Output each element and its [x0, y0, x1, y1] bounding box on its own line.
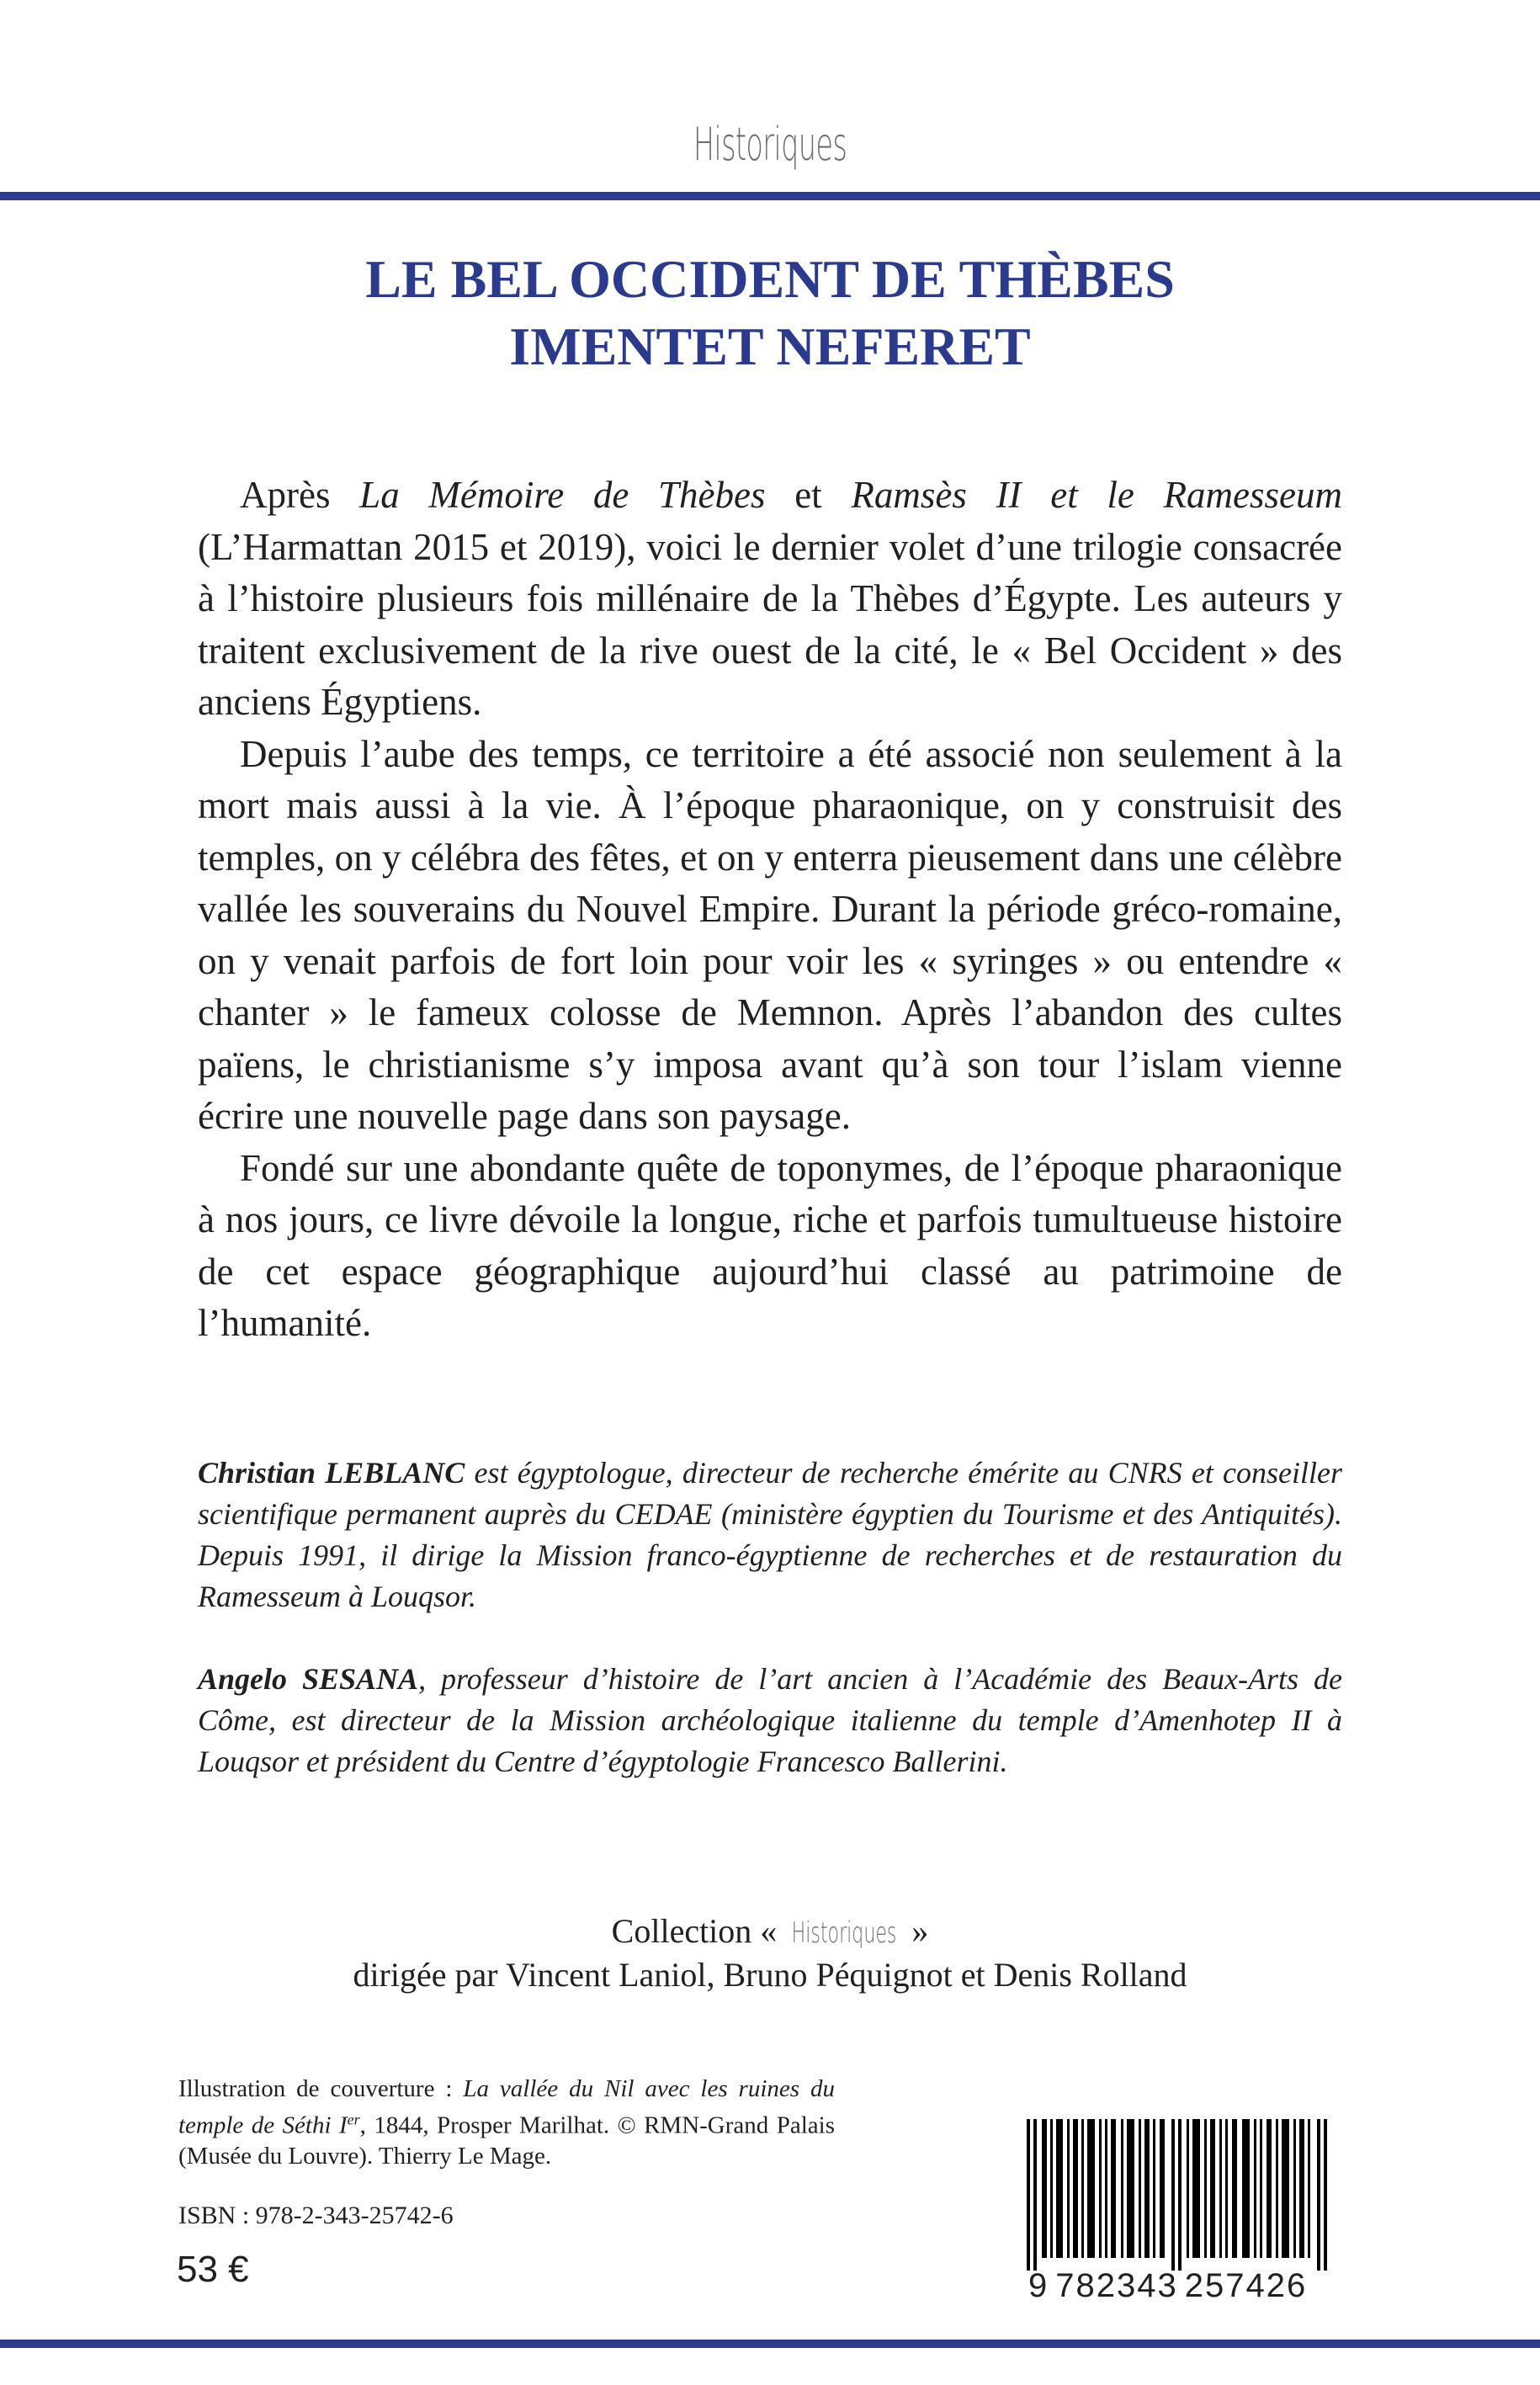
credits-label: Illustration de couverture :: [178, 2075, 464, 2102]
book-ref-1: La Mémoire de Thèbes: [359, 474, 766, 516]
credits-rest: , 1844, Prosper Marilhat. © RMN-Grand Palais (Musée du Louvre). Thierry Le Mage.: [178, 2111, 835, 2170]
author-name: Christian LEBLANC: [198, 1456, 465, 1490]
price: 53 €: [177, 2249, 249, 2290]
book-ref-2: Ramsès II et le Ramesseum: [851, 474, 1343, 516]
cover-credits: [178, 2074, 835, 2171]
credits-superscript: er: [347, 2111, 360, 2127]
author-bio-text: est égyptologue, directeur de recherche émérite au CNRS et conseiller scientifique permanent auprès du CEDAE (ministère égyptien du Tourisme et des Antiquités). Depuis 1991, il dirige la Mission franco-égyptienne de recherches et de restauration du Ramesseum à Louqsor.: [198, 1456, 1342, 1613]
collection-directors: dirigée par Vincent Laniol, Bruno Péquignot et Denis Rolland: [353, 1956, 1187, 1994]
collection-line: [0, 1910, 1540, 1954]
series-logo: Historiques: [693, 118, 847, 171]
author-name: Angelo SESANA: [198, 1662, 419, 1696]
barcode-left-digits: 782343: [1055, 2267, 1178, 2304]
author-bio: [198, 1659, 1342, 1782]
summary-text: Après: [240, 474, 360, 516]
summary-paragraph-1: [198, 470, 1342, 729]
title-line-2: IMENTET NEFERET: [509, 316, 1031, 376]
summary-paragraph-3: Fondé sur une abondante quête de toponymes, de l’époque pharaonique à nos jours, ce livre dévoile la longue, riche et parfois tumultueuse histoire de cet espace géographique aujourd’hui classé au patrimoine de l’humanité.: [198, 1146, 1342, 1344]
collection-info: [0, 1910, 1540, 1995]
collection-suffix: »: [911, 1912, 929, 1950]
collection-series-logo: Historiques: [791, 1916, 897, 1950]
barcode-first-digit: 9: [1028, 2267, 1049, 2304]
summary-text: (L’Harmattan 2015 et 2019), voici le dernier volet d’une trilogie consacrée à l’histoire plusieurs fois millénaire de la Thèbes d’Égypte. Les auteurs y traitent exclusivement de la rive ouest de la cité, le « Bel Occident » des anciens Égyptiens.: [198, 525, 1342, 723]
summary-paragraph-2: Depuis l’aube des temps, ce territoire a été associé non seulement à la mort mais aussi à la vie. À l’époque pharaonique, on y construisit des temples, on y célébra des fêtes, et on y enterra pieusement dans une célèbre vallée les souverains du Nouvel Empire. Durant la période gréco-romaine, on y venait parfois de fort loin pour voir les « syringes » ou entendre « chanter » le fameux colosse de Memnon. Après l’abandon des cultes païens, le christianisme s’y imposa avant qu’à son tour l’islam vienne écrire une nouvelle page dans son paysage.: [198, 732, 1342, 1137]
barcode-right-digits: 257426: [1184, 2267, 1308, 2304]
isbn: ISBN : 978-2-343-25742-6: [178, 2202, 454, 2229]
bottom-rule: [0, 2340, 1540, 2348]
summary-text: et: [765, 474, 852, 516]
title-line-1: LE BEL OCCIDENT DE THÈBES: [365, 249, 1175, 309]
author-bios: [198, 1453, 1342, 1824]
credits-work-title: La vallée du Nil avec les ruines du temple de Séthi I: [178, 2075, 835, 2139]
top-rule: [0, 192, 1540, 200]
barcode-number: [1028, 2267, 1314, 2305]
author-bio-text: , professeur d’histoire de l’art ancien à l’Académie des Beaux-Arts de Côme, est directeur de la Mission archéologique italienne du temple d’Amenhotep II à Louqsor et président du Centre d’égyptologie Francesco Ballerini.: [198, 1662, 1342, 1778]
author-bio: [198, 1453, 1342, 1617]
book-title: [0, 246, 1540, 380]
summary: [198, 470, 1342, 1350]
collection-prefix: Collection «: [611, 1912, 778, 1950]
barcode-bars: [1027, 2119, 1332, 2271]
